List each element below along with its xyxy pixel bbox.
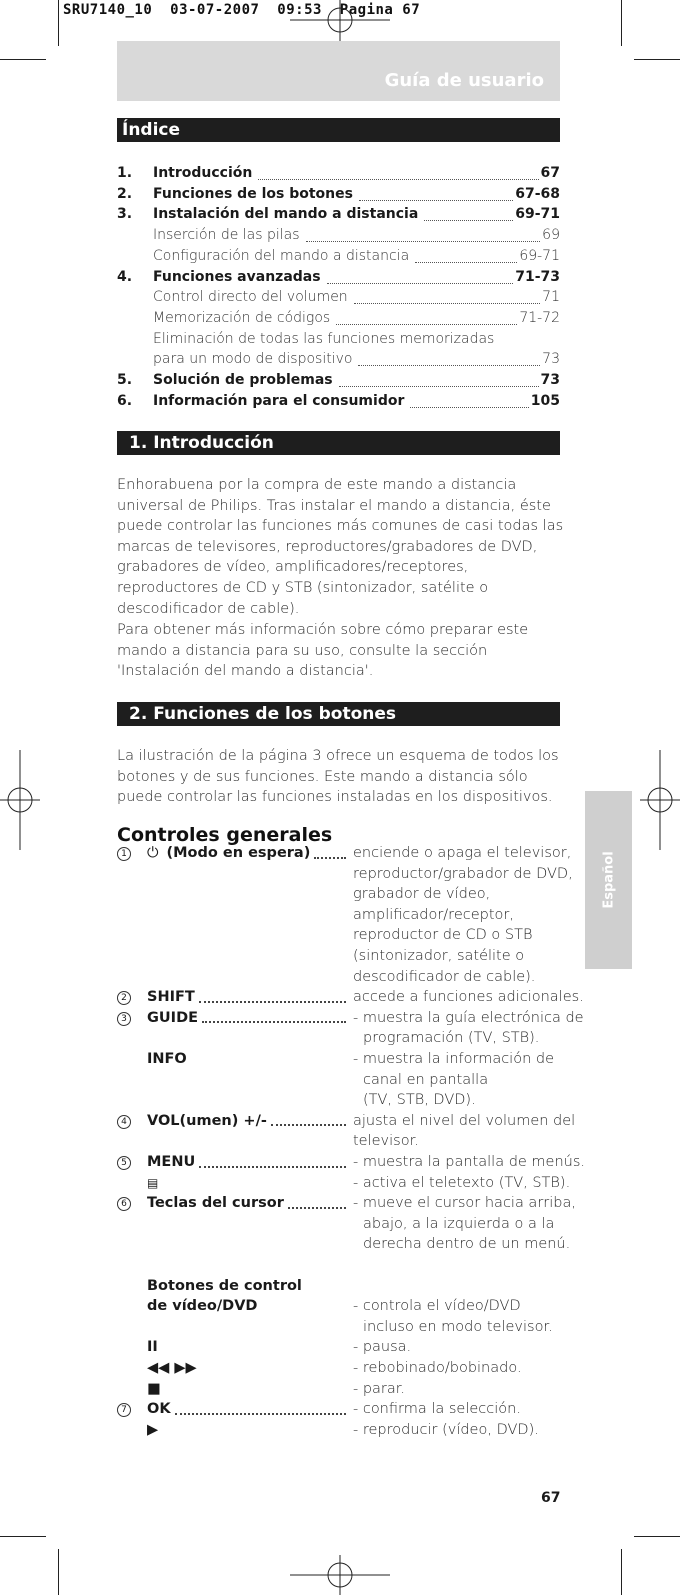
toc-label: Solución de problemas [153, 372, 333, 388]
toc-page: 69-71 [519, 247, 560, 264]
section1-paragraph-2: Para obtener más información sobre cómo preparar este mando a distancia para su uso, consulte la sección 'Instalación del mando a distancia'. [117, 622, 529, 680]
description-line: incluso en modo televisor. [363, 1318, 553, 1335]
toc-leader-dots [306, 221, 541, 242]
description-line: abajo, a la izquierda o a la [363, 1215, 555, 1232]
toc-leader-dots [354, 283, 540, 304]
toc-number: 6. [117, 392, 133, 409]
description-line: - pausa. [353, 1339, 412, 1356]
registration-mark-bottom [290, 1555, 390, 1595]
control-key: GUIDE [147, 1009, 199, 1026]
control-description [353, 1358, 573, 1379]
control-key: OK [147, 1401, 171, 1418]
toc-label: Información para el consumidor [153, 392, 405, 409]
toc-page: 73 [540, 372, 560, 388]
control-number: 5 [117, 1156, 131, 1170]
description-line: - muestra la información de [353, 1051, 555, 1067]
description-line: - parar. [353, 1380, 406, 1397]
description-line: descodificador de cable). [353, 968, 536, 985]
leader-dots [199, 1152, 346, 1168]
toc-label: para un modo de dispositivo [153, 351, 353, 368]
description-line: - muestra la pantalla de menús. [353, 1154, 586, 1170]
description-line: (TV, STB, DVD). [363, 1092, 476, 1109]
toc-label: Inserción de las pilas [153, 227, 300, 244]
control-number: 4 [117, 1115, 131, 1129]
leader-dots [271, 1111, 346, 1127]
toc-label: Instalación del mando a distancia [153, 206, 419, 223]
toc-entry [117, 391, 560, 412]
toc-page: 73 [542, 351, 560, 368]
guide-banner [117, 41, 560, 101]
toc-leader-dots [258, 159, 538, 180]
control-number: 6 [117, 1197, 131, 1211]
control-key-cell [147, 1420, 349, 1441]
control-key-cell [147, 1193, 349, 1214]
control-description [353, 1152, 586, 1173]
description-line: derecha dentro de un menú. [363, 1236, 571, 1253]
control-key: MENU [147, 1154, 196, 1170]
control-description [353, 1337, 573, 1358]
control-key-cell [147, 1379, 349, 1400]
language-tab [585, 791, 632, 969]
toc-leader-dots [359, 180, 513, 201]
control-key: SHIFT [147, 989, 195, 1006]
toc-label: Configuración del mando a distancia [153, 247, 410, 264]
toc-number [117, 329, 153, 350]
print-header: SRU7140_10 03-07-2007 09:53 Pagina 67 [63, 2, 421, 18]
toc-page: 67-68 [515, 185, 560, 202]
section2-paragraph: La ilustración de la página 3 ofrece un esquema de todos los botones y de sus funciones. Este mando a distancia sólo puede controlar las funciones instaladas en los dispositivos. [117, 748, 559, 806]
toc-number: 1. [117, 165, 133, 181]
crop-mark [0, 59, 46, 60]
toc-page: 67 [540, 165, 560, 181]
description-line: - reproducir (vídeo, DVD). [353, 1421, 539, 1438]
toc-leader-dots [339, 366, 539, 387]
control-key-cell [147, 987, 349, 1008]
section1-heading: 1. Introducción [117, 431, 560, 455]
description-line: enciende o apaga el televisor, [353, 845, 572, 861]
toc-leader-dots [336, 304, 517, 325]
page-number: 67 [541, 1490, 561, 1506]
control-key: de vídeo/DVD [147, 1298, 258, 1315]
toc-page: 105 [530, 392, 560, 409]
toc-leader-dots [327, 263, 514, 284]
description-line: programación (TV, STB). [363, 1030, 540, 1047]
control-description [353, 1420, 573, 1441]
toc-number [117, 349, 153, 370]
description-line: (sintonizador, satélite o [353, 947, 525, 964]
toc-number [117, 225, 153, 246]
control-key-cell [147, 843, 349, 864]
control-key: Botones de control [147, 1277, 302, 1294]
control-number: 3 [117, 1012, 131, 1026]
control-key: ◀◀ ▶▶ [147, 1360, 197, 1376]
crop-mark [0, 1536, 46, 1537]
toc-label: Eliminación de todas las funciones memorizadas [153, 330, 495, 347]
index-heading: Índice [117, 118, 560, 142]
description-line: reproductor de CD o STB [353, 927, 533, 944]
control-key-cell [147, 1173, 349, 1194]
control-key-cell [147, 1296, 349, 1317]
description-line: amplificador/receptor, [353, 906, 514, 923]
toc-leader-dots [415, 242, 517, 263]
teletext-icon: ▤ [147, 1175, 159, 1190]
control-key: II [147, 1339, 158, 1356]
control-key: ▶ [147, 1421, 159, 1438]
toc-number: 2. [117, 185, 133, 202]
toc-label: Memorización de códigos [153, 309, 331, 326]
toc-label: Introducción [153, 165, 253, 181]
control-key-cell [147, 1049, 349, 1070]
toc-page: 71-72 [519, 309, 560, 326]
toc-number: 4. [117, 268, 133, 285]
control-key-cell [147, 1111, 349, 1132]
toc-number [117, 246, 153, 267]
description-line: canal en pantalla [363, 1071, 489, 1088]
leader-dots [288, 1193, 346, 1209]
toc-number: 5. [117, 372, 133, 388]
control-key-cell [147, 1358, 349, 1379]
registration-mark-left [0, 750, 40, 850]
crop-mark [58, 0, 59, 46]
control-key: ■ [147, 1380, 161, 1397]
description-line: - activa el teletexto (TV, STB). [353, 1174, 571, 1191]
control-description [353, 1399, 573, 1420]
description-line: ajusta el nivel del volumen del [353, 1112, 576, 1129]
section2-heading: 2. Funciones de los botones [117, 702, 560, 726]
toc-page: 69 [542, 227, 560, 244]
toc-number: 3. [117, 206, 133, 223]
language-tab-label: Español [601, 851, 616, 909]
control-key: INFO [147, 1051, 187, 1067]
control-description [353, 1296, 573, 1337]
control-key-cell [147, 1276, 349, 1297]
controls-subheading: Controles generales [117, 824, 333, 846]
leader-dots [202, 1008, 346, 1024]
control-number: 2 [117, 991, 131, 1005]
toc-label: Funciones de los botones [153, 185, 353, 202]
leader-dots [314, 843, 346, 859]
control-key-cell [147, 1152, 349, 1173]
crop-mark [58, 1549, 59, 1595]
section1-paragraph-1: Enhorabuena por la compra de este mando a distancia universal de Philips. Tras instalar el mando a distancia, éste puede controlar las funciones más comunes de casi todas las marcas de televisores, reproductores/grabadores de DVD, grabadores de vídeo, amplificadores/receptores, reproductores de CD y STB (sintonizador, satélite o descodificador de cable). [117, 477, 564, 617]
crop-mark [634, 1536, 680, 1537]
registration-mark-top [290, 0, 390, 44]
control-description [353, 1111, 576, 1152]
control-description [353, 843, 573, 987]
crop-mark [634, 59, 680, 60]
control-number: 1 [117, 847, 131, 861]
power-icon: ⏻ [147, 845, 159, 861]
description-line: - rebobinado/bobinado. [353, 1360, 522, 1376]
crop-mark [621, 0, 622, 46]
description-line: - confirma la selección. [353, 1401, 521, 1418]
description-line: reproductor/grabador de DVD, [353, 865, 573, 882]
description-line: - muestra la guía electrónica de [353, 1009, 584, 1026]
control-description [353, 1379, 573, 1400]
control-description [353, 987, 584, 1008]
control-description [353, 1193, 576, 1255]
control-key: Teclas del cursor [147, 1195, 284, 1212]
toc-leader-dots [424, 200, 513, 221]
toc-page: 71-73 [515, 268, 560, 285]
control-number: 7 [117, 1403, 131, 1417]
toc-entry [117, 308, 560, 329]
description-line: accede a funciones adicionales. [353, 989, 584, 1006]
toc-leader-dots [358, 345, 540, 366]
guide-title: Guía de usuario [384, 70, 544, 91]
registration-mark-right [640, 750, 680, 850]
toc-page: 71 [542, 289, 560, 306]
control-key: VOL(umen) +/- [147, 1112, 267, 1129]
description-line: - mueve el cursor hacia arriba, [353, 1195, 576, 1212]
control-description [353, 1049, 573, 1111]
toc-label: Funciones avanzadas [153, 268, 321, 285]
toc-number [117, 287, 153, 308]
control-key-cell [147, 1399, 349, 1420]
control-description [353, 1173, 573, 1194]
description-line: televisor. [353, 1133, 419, 1150]
toc-leader-dots [410, 387, 528, 408]
leader-dots [199, 987, 346, 1003]
description-line: grabador de vídeo, [353, 886, 491, 903]
toc-page: 69-71 [515, 206, 560, 223]
toc-label: Control directo del volumen [153, 289, 348, 306]
control-key-cell [147, 1337, 349, 1358]
description-line: - controla el vídeo/DVD [353, 1298, 521, 1315]
control-key-cell [147, 1008, 349, 1029]
toc-number [117, 308, 153, 329]
control-key: (Modo en espera) [166, 845, 311, 861]
control-description [353, 1008, 584, 1049]
leader-dots [175, 1399, 346, 1415]
crop-mark [621, 1549, 622, 1595]
